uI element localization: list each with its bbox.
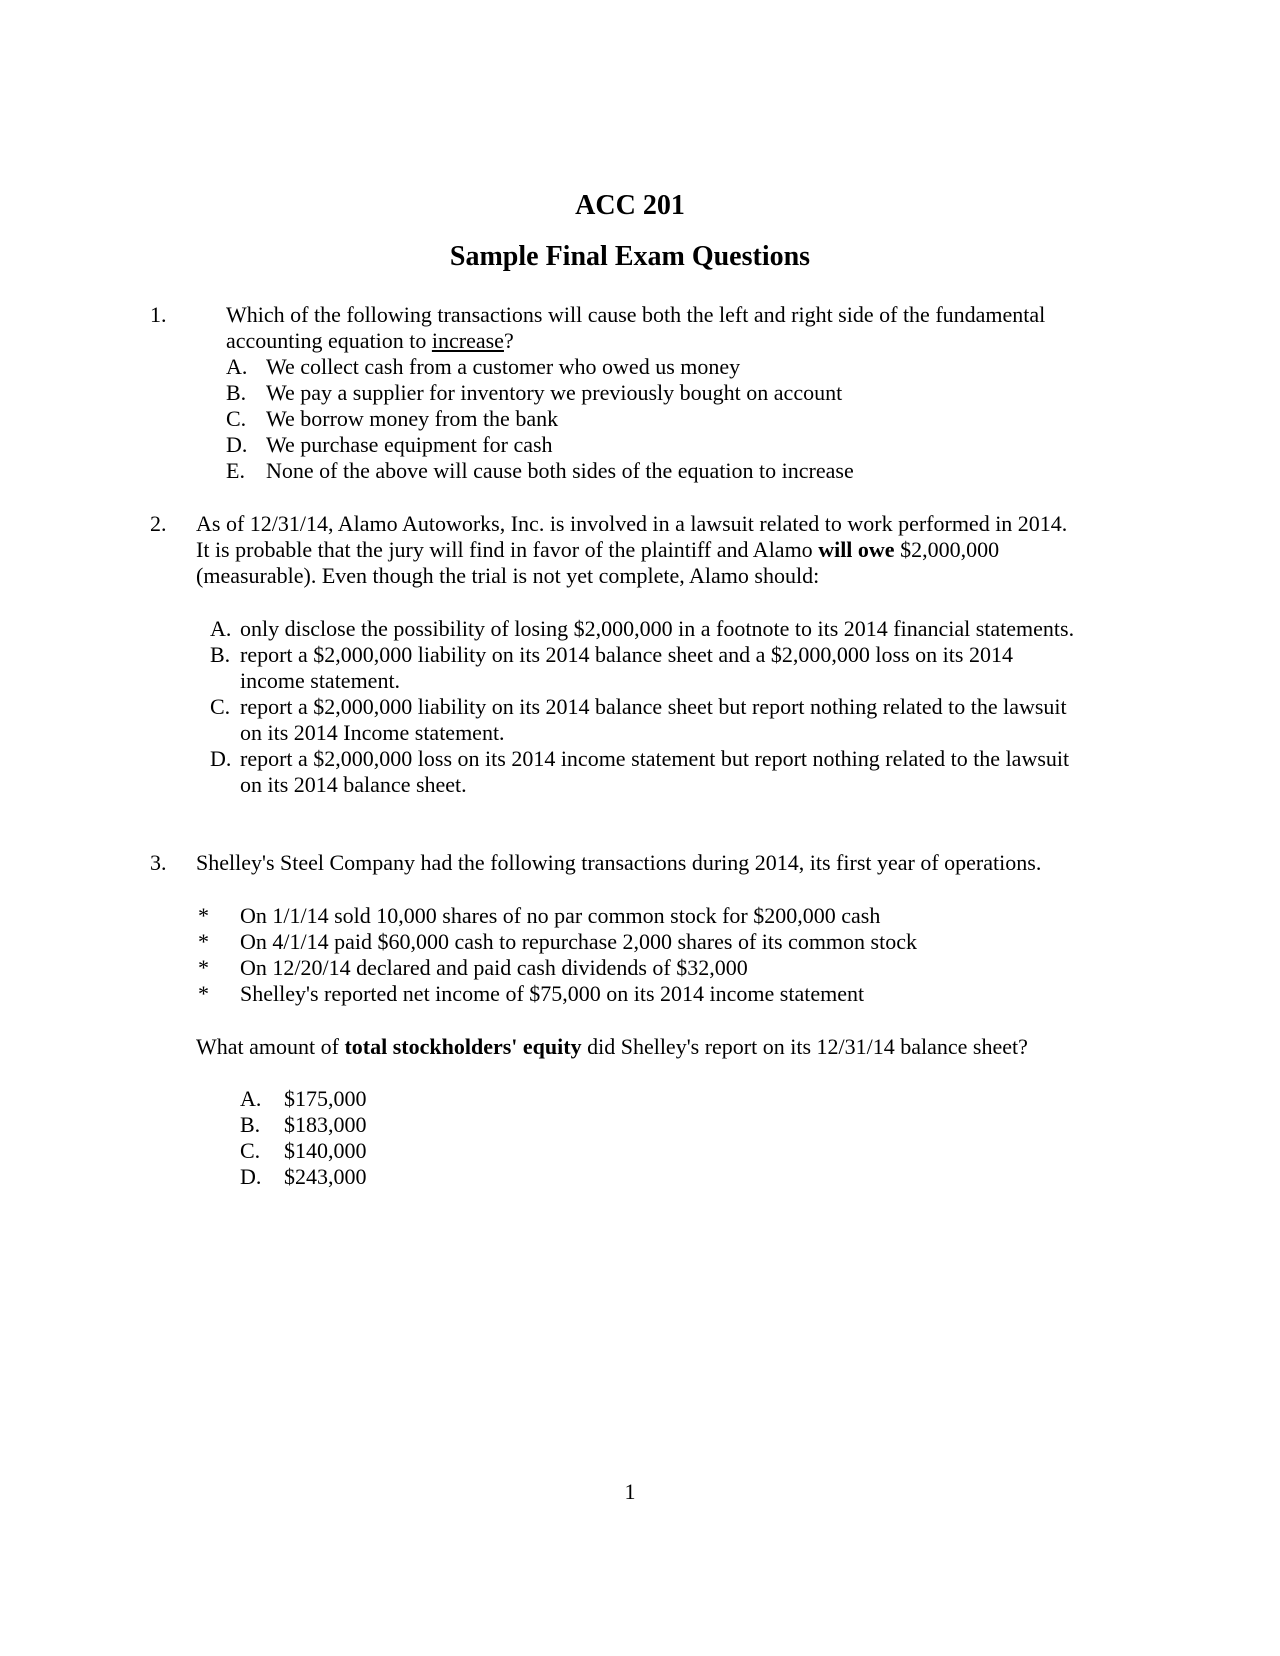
- answer-option-c: [210, 694, 1067, 720]
- text-segment: $2,000,000: [894, 537, 1000, 562]
- question-text-line: (measurable). Even though the trial is not yet complete, Alamo should:: [196, 563, 820, 588]
- option-text: only disclose the possibility of losing $2,000,000 in a footnote to its 2014 financial statements.: [240, 616, 1075, 641]
- underlined-word: increase: [431, 328, 504, 353]
- option-text: report a $2,000,000 liability on its 2014 balance sheet and a $2,000,000 loss on its 2014: [240, 642, 1013, 667]
- option-letter: B.: [210, 642, 231, 667]
- answer-option-d: [226, 432, 553, 458]
- option-letter: C.: [240, 1138, 261, 1163]
- question-number: 2.: [150, 511, 167, 536]
- question-number: 3.: [150, 850, 167, 875]
- answer-option-c: [226, 406, 558, 432]
- option-letter: C.: [210, 694, 231, 719]
- text-segment: ?: [503, 328, 514, 353]
- text-segment: did Shelley's report on its 12/31/14 balance sheet?: [581, 1034, 1028, 1059]
- bullet-text: On 12/20/14 declared and paid cash dividends of $32,000: [240, 955, 748, 980]
- text-segment: accounting equation to: [226, 328, 432, 353]
- question-number: 1.: [150, 302, 167, 327]
- option-text: We purchase equipment for cash: [266, 432, 553, 457]
- option-text: $183,000: [284, 1112, 367, 1137]
- option-letter: E.: [226, 458, 245, 483]
- option-text: report a $2,000,000 loss on its 2014 income statement but report nothing related to the lawsuit: [240, 746, 1070, 771]
- text-segment: What amount of: [196, 1034, 345, 1059]
- option-text: report a $2,000,000 liability on its 2014 balance sheet but report nothing related to the lawsuit: [240, 694, 1067, 719]
- option-text: $175,000: [284, 1086, 367, 1111]
- option-text: We pay a supplier for inventory we previously bought on account: [266, 380, 843, 405]
- option-text: None of the above will cause both sides of the equation to increase: [266, 458, 854, 483]
- option-text: We collect cash from a customer who owed us money: [266, 354, 741, 379]
- answer-option-d: [210, 746, 1069, 772]
- option-letter: D.: [210, 746, 232, 771]
- bullet-text: On 1/1/14 sold 10,000 shares of no par common stock for $200,000 cash: [240, 903, 881, 928]
- transaction-bullet: [198, 955, 748, 981]
- bullet-mark: *: [198, 903, 209, 928]
- bullet-mark: *: [198, 929, 209, 954]
- bullet-text: Shelley's reported net income of $75,000 on its 2014 income statement: [240, 981, 865, 1006]
- question-text-line: As of 12/31/14, Alamo Autoworks, Inc. is involved in a lawsuit related to work performed in 2014.: [196, 511, 1068, 536]
- question-text-line: [196, 537, 999, 563]
- page-number: 1: [624, 1479, 636, 1504]
- option-letter: B.: [226, 380, 247, 405]
- option-letter: A.: [210, 616, 232, 641]
- answer-option-a: [240, 1086, 367, 1112]
- option-letter: D.: [240, 1164, 262, 1189]
- option-letter: C.: [226, 406, 247, 431]
- option-text: $140,000: [284, 1138, 367, 1163]
- answer-option-a: [210, 616, 1074, 642]
- option-text: We borrow money from the bank: [266, 406, 559, 431]
- answer-option-b: [210, 642, 1013, 668]
- course-title: ACC 201: [575, 190, 685, 221]
- option-letter: B.: [240, 1112, 261, 1137]
- question-text-line: Which of the following transactions will cause both the left and right side of the fundamental: [226, 302, 1046, 327]
- text-segment: It is probable that the jury will find in favor of the plaintiff and Alamo: [196, 537, 819, 562]
- transaction-bullet: [198, 929, 917, 955]
- bullet-mark: *: [198, 955, 209, 980]
- bullet-mark: *: [198, 981, 209, 1006]
- answer-option-e: [226, 458, 854, 484]
- option-letter: A.: [226, 354, 248, 379]
- option-text-continuation: on its 2014 balance sheet.: [240, 772, 467, 797]
- question-text-line: [226, 328, 514, 354]
- transaction-bullet: [198, 981, 864, 1007]
- page-title: Sample Final Exam Questions: [449, 241, 811, 272]
- option-text: $243,000: [284, 1164, 367, 1189]
- option-letter: D.: [226, 432, 248, 457]
- option-text-continuation: income statement.: [240, 668, 401, 693]
- option-letter: A.: [240, 1086, 262, 1111]
- answer-option-b: [226, 380, 842, 406]
- question-prompt: [196, 1034, 1028, 1060]
- answer-option-c: [240, 1138, 367, 1164]
- question-text-line: Shelley's Steel Company had the following transactions during 2014, its first year of operations.: [196, 850, 1042, 875]
- answer-option-d: [240, 1164, 367, 1190]
- bullet-text: On 4/1/14 paid $60,000 cash to repurchase 2,000 shares of its common stock: [240, 929, 917, 954]
- bold-phrase: total stockholders' equity: [344, 1034, 582, 1059]
- option-text-continuation: on its 2014 Income statement.: [240, 720, 505, 745]
- answer-option-a: [226, 354, 740, 380]
- transaction-bullet: [198, 903, 880, 929]
- answer-option-b: [240, 1112, 367, 1138]
- bold-phrase: will owe: [818, 537, 895, 562]
